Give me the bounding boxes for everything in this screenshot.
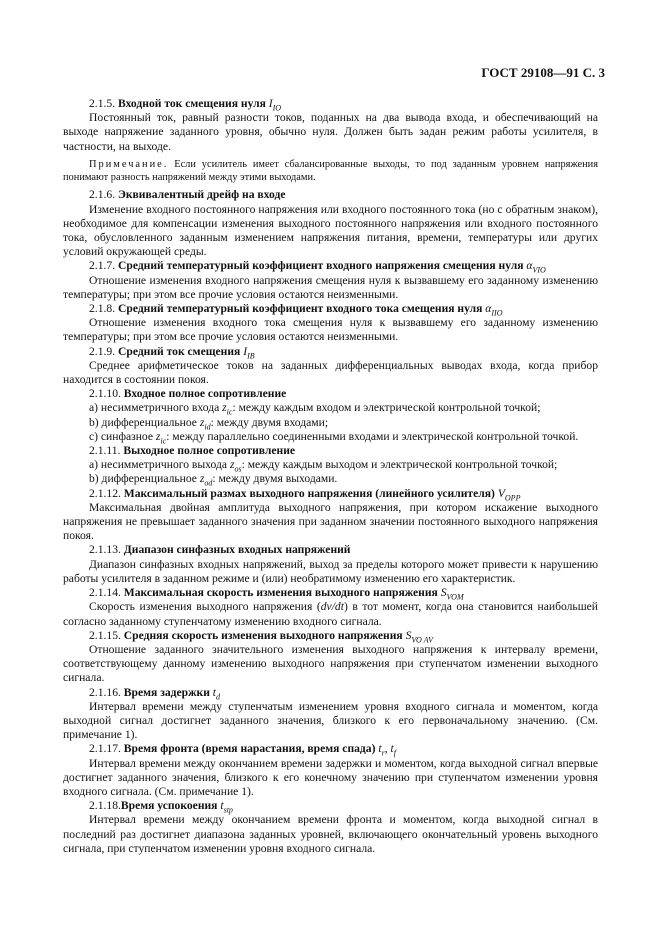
clause-2-1-12-text: Максимальная двойная амплитуда выходного напряжения, при котором искажение выходного напряжения не превышает заданного значения при заданном значении постоянного выходного напряжения покоя. <box>63 500 598 543</box>
clause-2-1-17-text: Интервал времени между окончанием времени задержки и моментом, когда выходной сигнал впервые достигнет заданного значения, близкого к его конечному значению при ступенчатом изменении уровня входного сигнала. (См. примечание 1). <box>63 756 598 798</box>
clause-2-1-11-item-a: а) несимметричного выхода $z_{os}$: между каждым выходом и электрической контрольной точкой; <box>89 458 558 474</box>
clause-2-1-14-text: Скорость изменения выходного напряжения (dv/dt) в тот момент, когда она становится наибольшей согласно заданному ступенчатому изменению входного сигнала. <box>63 600 598 628</box>
clause-2-1-10-item-b: b) дифференциальное $z_{id}$: между двумя входами; <box>89 415 329 431</box>
clause-2-1-11-item-b: b) дифференциальное $z_{od}$: между двумя выходами. <box>89 472 338 488</box>
clause-2-1-15-text: Отношение заданного значительного изменения выходного напряжения к интервалу времени, соответствующему данному изменению выходного напряжения при ступенчатом изменении выходного сигнала. <box>63 642 598 685</box>
clause-2-1-10-heading: 2.1.10. Входное полное сопротивление <box>89 387 287 401</box>
clause-2-1-15-heading: 2.1.15. Средняя скорость изменения выходного напряжения $S_{VO AV}$ <box>89 628 434 645</box>
clause-2-1-10-item-a: а) несимметричного входа $z_{ic}$: между каждым входом и электрической контрольной точкой; <box>89 401 541 417</box>
clause-2-1-5-note: Примечание. Если усилитель имеет сбалансированные выходы, то под заданным уровнем напряжения понимают разность напряжений между этими выходами. <box>63 158 598 183</box>
clause-2-1-6-heading: 2.1.6. Эквивалентный дрейф на входе <box>89 188 286 202</box>
clause-2-1-10-item-c: с) синфазное $z_{ic}$: между параллельно соединенными входами и электрической контрольной точкой. <box>89 429 579 446</box>
clause-2-1-7-text: Отношение изменения входного напряжения смещения нуля к вызвавшему его заданному изменению температуры; при этом все прочие условия остаются неизменными. <box>63 273 598 301</box>
clause-2-1-8-heading: 2.1.8. Средний температурный коэффициент входного тока смещения нуля $\alpha_{IIO}$ <box>89 302 503 318</box>
clause-2-1-13-text: Диапазон синфазных входных напряжений, выход за пределы которого может привести к нарушению работы усилителя в заданном режиме и (или) необратимому изменению его характеристик. <box>63 557 598 585</box>
clause-2-1-7-heading: 2.1.7. Средний температурный коэффициент входного напряжения смещения нуля $\alpha_{VIO}$ <box>89 259 546 275</box>
page-header: ГОСТ 29108—91 С. 3 <box>481 65 605 80</box>
clause-2-1-8-text: Отношение изменения входного тока смещения нуля к вызвавшему его заданному изменению температуры; при этом все прочие условия остаются неизменными. <box>63 316 598 344</box>
clause-2-1-9-heading: 2.1.9. Средний ток смещения $I_{IB}$ <box>89 344 255 360</box>
clause-2-1-13-heading: 2.1.13. Диапазон синфазных входных напряжений <box>89 543 351 557</box>
clause-2-1-16-text: Интервал времени между ступенчатым изменением уровня входного сигнала и моментом, когда выходной сигнал достигнет заданного значения, близкого к его первоначальному значению. (См. примечание 1). <box>63 699 598 742</box>
clause-2-1-12-heading: 2.1.12. Максимальный размах выходного напряжения (линейного усилителя) $V_{OPP}$ <box>89 486 521 502</box>
clause-2-1-5-heading: 2.1.5. Входной ток смещения нуля $I_{IO}$ <box>89 97 282 113</box>
document-body <box>63 97 598 856</box>
clause-2-1-18-heading: 2.1.18.Время успокоения $t_{stp}$ <box>89 799 233 815</box>
clause-2-1-18-text: Интервал времени между окончанием времени фронта и моментом, когда выходной сигнал в последний раз достигнет диапазона заданных уровней, включающего окончательный уровень выходного сигнала, при ступенчатом изменении уровня входного сигнала. <box>63 813 598 855</box>
clause-2-1-11-heading: 2.1.11. Выходное полное сопротивление <box>89 444 296 458</box>
clause-2-1-16-heading: 2.1.16. Время задержки $t_d$ <box>89 685 221 701</box>
clause-2-1-5-text: Постоянный ток, равный разности токов, поданных на два вывода входа, и обеспечивающий на выходе напряжение заданного уровня, обычно нуля. Должен быть задан режим работы усилителя, в частности, на выходе. <box>63 111 598 153</box>
clause-2-1-14-heading: 2.1.14. Максимальная скорость изменения выходного напряжения $S_{VOM}$ <box>89 586 464 602</box>
clause-2-1-6-text: Изменение входного постоянного напряжения или входного постоянного тока (но с обратным знаком), необходимое для компенсации изменения выходного постоянного напряжения или входного постоянного тока, обусловленного заданным изменением напряжения питания, времени, температуры или других условий окружающей среды. <box>63 202 598 259</box>
clause-2-1-17-heading: 2.1.17. Время фронта (время нарастания, время спада) $t_r$, $t_f$ <box>89 742 396 758</box>
clause-2-1-9-text: Среднее арифметическое токов на заданных дифференциальных выводах входа, когда прибор находится в состоянии покоя. <box>63 358 598 387</box>
